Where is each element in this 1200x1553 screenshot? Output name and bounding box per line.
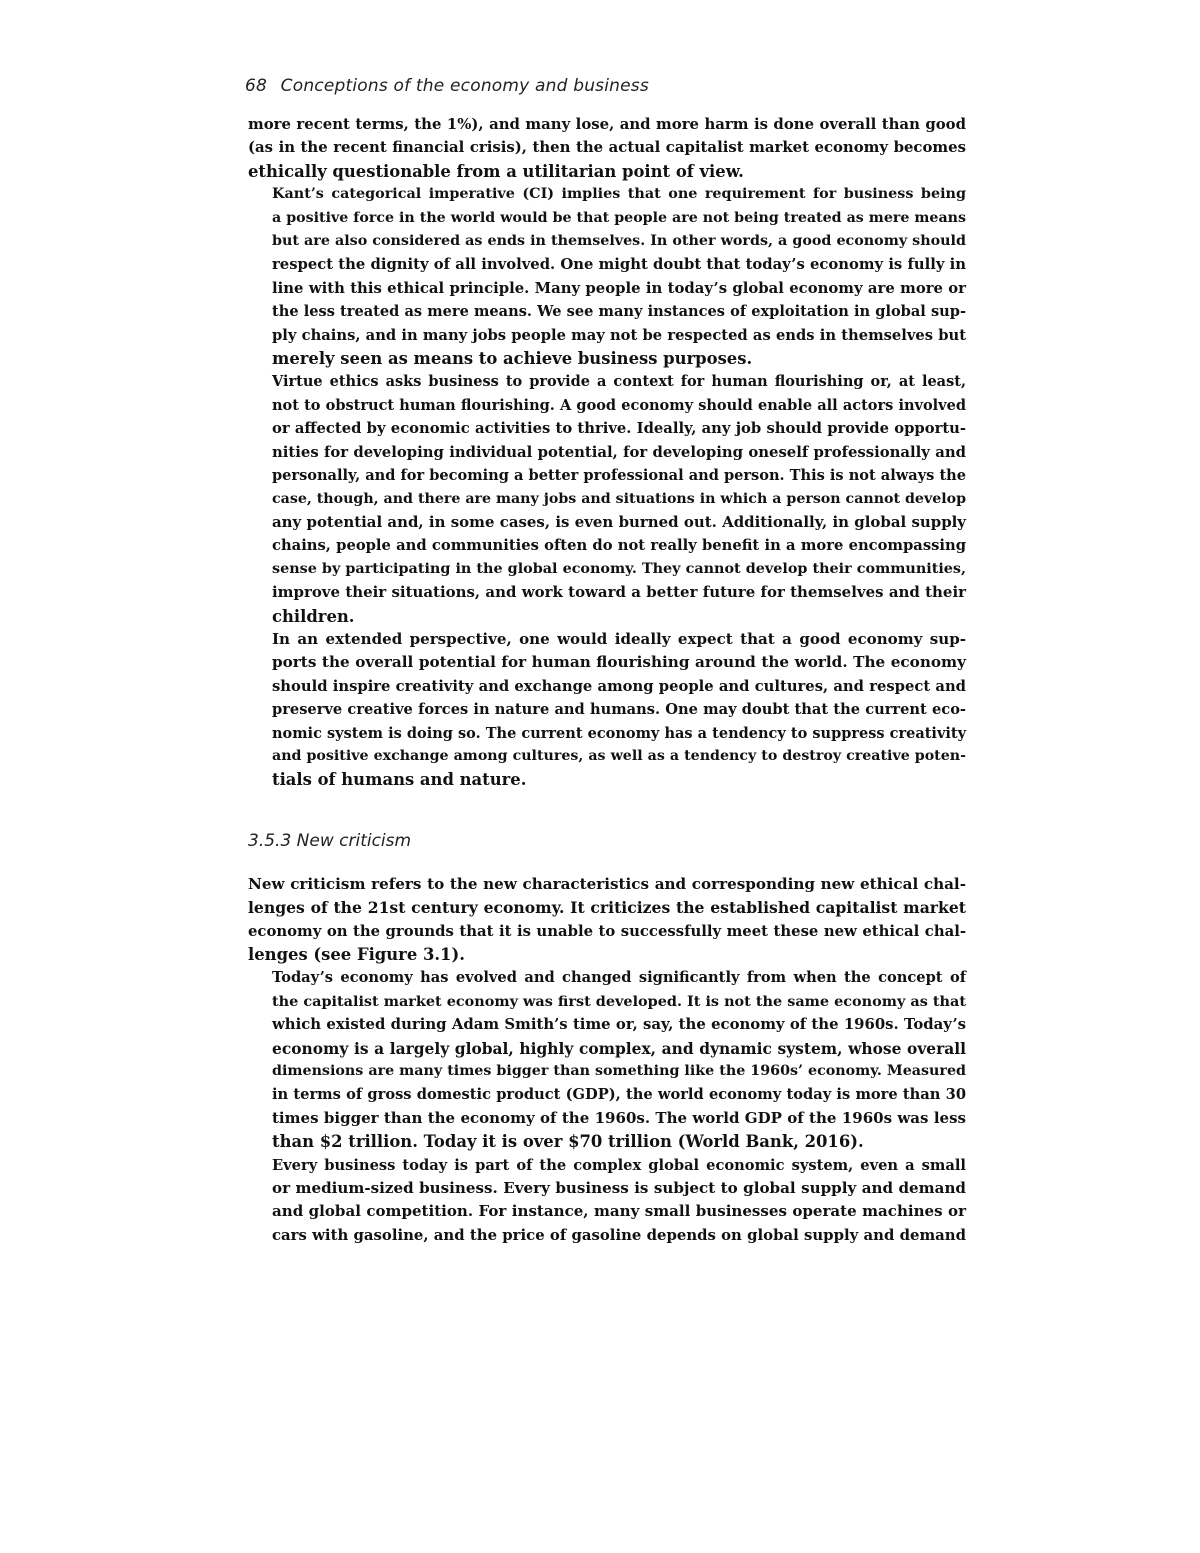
text-line: In an extended perspective, one would ideally expect that a good economy sup- [272, 629, 966, 648]
running-head-title: Conceptions of the economy and business [280, 76, 649, 96]
text-line: New criticism refers to the new characteristics and corresponding new ethical chal- [248, 874, 966, 893]
text-line: and positive exchange among cultures, as well as a tendency to destroy creative poten- [272, 747, 966, 764]
paragraphs-after-section [248, 873, 966, 1248]
text-line: more recent terms, the 1%), and many lose, and more harm is done overall than good [248, 115, 966, 133]
text-line: should inspire creativity and exchange among people and cultures, and respect and [272, 677, 966, 695]
text-line: economy is a largely global, highly complex, and dynamic system, whose overall [272, 1038, 966, 1058]
text-line: Kant’s categorical imperative (CI) implies that one requirement for business being [272, 186, 966, 203]
running-head [245, 76, 649, 96]
paragraph [248, 966, 966, 1153]
text-line: but are also considered as ends in themselves. In other words, a good economy should [272, 233, 966, 250]
text-line: which existed during Adam Smith’s time or, say, the economy of the 1960s. Today’s [272, 1015, 966, 1034]
paragraphs-before-section [248, 113, 966, 792]
text-line: the less treated as mere means. We see many instances of exploitation in global sup- [272, 303, 966, 321]
text-line: line with this ethical principle. Many people in today’s global economy are more or [272, 279, 966, 297]
paragraph [248, 873, 966, 967]
text-line: lenges (see Figure 3.1). [248, 945, 465, 964]
text-line: cars with gasoline, and the price of gasoline depends on global supply and demand [272, 1225, 966, 1244]
text-line: economy on the grounds that it is unable to successfully meet these new ethical chal- [248, 922, 966, 940]
paragraph [248, 1154, 966, 1248]
text-line: times bigger than the economy of the 1960s. The world GDP of the 1960s was less [272, 1108, 966, 1127]
text-line: the capitalist market economy was first developed. It is not the same economy as that [272, 992, 966, 1010]
text-line: lenges of the 21st century economy. It criticizes the established capitalist market [248, 898, 966, 918]
text-line: ply chains, and in many jobs people may not be respected as ends in themselves but [272, 326, 966, 344]
page-number: 68 [245, 76, 268, 96]
text-line: than $2 trillion. Today it is over $70 trillion (World Bank, 2016). [272, 1132, 864, 1152]
text-line: or affected by economic activities to thrive. Ideally, any job should provide opportu- [272, 420, 966, 438]
text-line: and global competition. For instance, many small businesses operate machines or [272, 1202, 966, 1221]
paragraph [248, 113, 966, 183]
text-line: not to obstruct human flourishing. A good economy should enable all actors involved [272, 396, 966, 414]
text-line: preserve creative forces in nature and humans. One may doubt that the current eco- [272, 701, 966, 719]
text-line: Every business today is part of the complex global economic system, even a small [272, 1156, 966, 1174]
text-line: chains, people and communities often do not really benefit in a more encompassing [272, 537, 966, 555]
text-line: sense by participating in the global economy. They cannot develop their communities, [272, 560, 966, 577]
section-heading: 3.5.3 New criticism [248, 830, 412, 851]
paragraph [248, 370, 966, 627]
text-line: ports the overall potential for human flourishing around the world. The economy [272, 653, 966, 672]
text-line: (as in the recent financial crisis), then the actual capitalist market economy becomes [248, 138, 966, 157]
text-line: merely seen as means to achieve business purposes. [272, 349, 753, 369]
text-line: case, though, and there are many jobs and situations in which a person cannot develop [272, 490, 966, 507]
text-line: Today’s economy has evolved and changed significantly from when the concept of [272, 969, 966, 987]
text-line: personally, and for becoming a better professional and person. This is not always the [272, 467, 966, 485]
text-line: Virtue ethics asks business to provide a context for human flourishing or, at least, [272, 373, 966, 391]
text-line: improve their situations, and work toward a better future for themselves and their [272, 583, 966, 602]
text-line: nomic system is doing so. The current economy has a tendency to suppress creativity [272, 724, 966, 742]
paragraph [248, 628, 966, 792]
text-line: ethically questionable from a utilitarian point of view. [248, 161, 744, 181]
text-line: tials of humans and nature. [272, 770, 527, 790]
text-line: any potential and, in some cases, is even burned out. Additionally, in global supply [272, 512, 966, 531]
text-line: dimensions are many times bigger than something like the 1960s’ economy. Measured [272, 1063, 966, 1080]
text-line: nities for developing individual potential, for developing oneself professionally and [272, 443, 966, 461]
paragraph [248, 183, 966, 370]
text-line: respect the dignity of all involved. One might doubt that today’s economy is fully in [272, 256, 966, 274]
text-line: in terms of gross domestic product (GDP), the world economy today is more than 30 [272, 1086, 966, 1104]
body-text [248, 113, 966, 1247]
text-line: children. [272, 606, 355, 626]
text-line: a positive force in the world would be that people are not being treated as mere means [272, 209, 966, 226]
text-line: or medium-sized business. Every business is subject to global supply and demand [272, 1179, 966, 1198]
